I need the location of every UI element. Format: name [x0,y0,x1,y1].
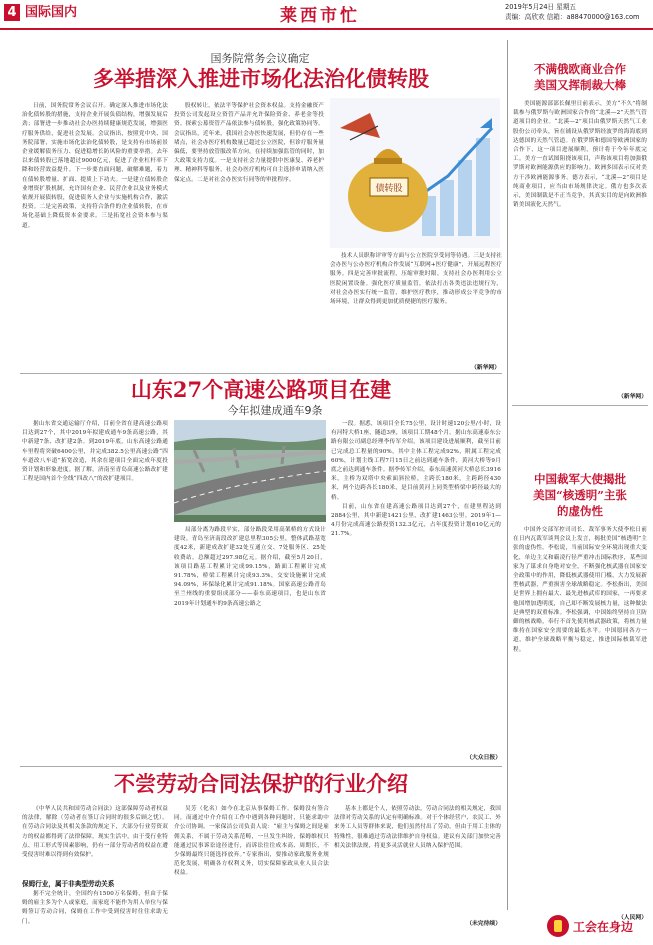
debt-equity-illustration [330,98,500,248]
side2-headline-3: 的虚伪性 [557,504,603,518]
article2-col1: 据山东省交通运输厅介绍，目前全省在建高速公路项目达到27个，其中2019年拟建成通车9条高速公路，其中新建7条、改扩建2条。到2019年底，山东高速公路通车里程将突破6400公里，并完成382.5公里高速公路“四车道改八车道”拓宽改造，其余在建项目全面完成年度投资计划和形象进度。据了解，济南至青岛高速公路改扩建工程是国内首个全线“四改八”的改扩建项目。 [22,421,168,483]
article3-subhead: 保姆行业，属于非典型劳动关系 [22,880,115,888]
issue-date: 2019年5月24日 星期五 [505,3,577,11]
article2-col2: 局部分离为路段平实，部分路段采用高架桥的方式设计建设。青岛至济南段改扩建总里程305公里，整体武路基宽度42米，新建成改扩建32处互通立交、7处服务区、25处收费站。总额超过297.98亿元。据介绍，截至5月20日，该项目路基工程累计完成99.15%，路面工程累计完成91.78%，桥梁工程累计完成93.3%，交安设施累计完成94.09%，环保绿化累计完成91.18%。国家高速公路青岛至兰州线的重要组成部分——泰东高速项目，也是山东省2019年计划通车的9条高速公路之 [174,527,326,607]
highway-photo [174,420,326,522]
side1-headline-1: 不满俄欧商业合作 [534,62,626,76]
svg-text:债转股: 债转股 [375,184,403,194]
side2-body: 中国外交部军控司司长、裁军事务大使李松日前在日内瓦裁军谈判会议上发言，揭批美国“核透明”主张的虚伪性。李松说，当前国际安全环境出现重大变化，单边主义和霸凌行径严重冲击国际秩序，某些国家为了谋求自身绝对安全，不断强化核武器在国家安全政策中的作用，降低核武器使用门槛，大力发展新型核武器，严重损害全球战略稳定。李松指出，美国是世界上拥有最大、最先进核武库的国家，一再要求他国增加透明度，自己却不断发展核力量，这种做法是典型的双重标准。李松强调，中国始终坚持自卫防御的核战略，奉行不首先使用核武器政策，将核力量维持在国家安全需要的最低水平。中国愿同各方一道，维护全球战略平衡与稳定，推进国际核裁军进程。 [513,527,647,653]
article3-col2: 吴芳（化名）如今在北京从事保姆工作。保姆没有签合同，而通过中介介绍在工作中遇到各种问题时，只能求助中介公司协调。一家保洁公司负责人说：“雇主与保姆之间是雇佣关系，不属于劳动关系范畴，一旦发生纠纷，保姆维权只能通过民事诉讼途径进行，而诉讼往往成本高、周期长，不少保姆最终只能选择放弃。”专家指出，要推动家政服务业规范化发展，明确各方权利义务，切实保障家政从业人员合法权益。 [174,806,329,877]
article1-col2: 股权转让，依法平等保护社会资本权益。支持金融资产投资公司发起设立资管产品并允许保险资金、养老金等投资。探索公募资管产品依法参与债转股，强化政策协同等。会议指出，近年来，我国社会办医快速发展，但仍存在一些堵点，社会办医疗机构数量已超过公立医院，但诊疗服务量偏低，要坚持放管服改革方向，在持续加强监管的同时，加大政策支持力度。一是支持社会力量提供中医康复、养老护理、精神科等服务，社会办医疗机构可自主选择申请纳入医保定点。二是对社会办医实行同等的审批程序。 [174,103,324,183]
article3-source: （未完待续） [466,921,501,927]
article3-col1: 《中华人民共和国劳动合同法》这部保障劳动者权益的法律，解除（劳动者在签订合同时的很多后顾之忧）。在劳动合同法及其相关条款的规定下，大部分行业劳资双方的权益都得到了法律保障。现实生活中，由于受行业特点、用工形式等因素影响，仍有一部分劳动者的权益在遭受侵害时难以得到有效保护。 [22,806,168,859]
column-divider [507,40,508,910]
masthead-logo: 莱西市忙 [280,6,360,26]
article1-headline: 多举措深入推进市场化法治化债转股 [93,66,429,91]
editor-info: 责编：高欣欢 信箱：a88470000@163.com [505,13,640,21]
article3-top-rule [20,766,502,767]
footer-logo [547,915,633,937]
issue-meta [505,2,645,22]
section-title: 国际国内 [25,5,78,20]
page-number: 4 [4,4,20,21]
article3-col3: 基本上都是个人，依照劳动法，劳动合同法的相关规定，我国法律对劳动关系的认定有明确标准。对于个体经营户、农民工、外来务工人员等群体来说，他们虽然付出了劳动，但由于用工主体的特殊性，很难通过劳动法律维护自身权益。建议有关部门加快完善相关法律法规，将更多灵活就业人员纳入保护范围。 [334,806,501,849]
side1-source: （新华网） [618,394,647,400]
article3-headline: 不尝劳动合同法保护的行业介绍 [114,771,408,796]
side-divider [512,405,648,406]
article2-col3: 一段。据悉，该项目全长75公里，设计时速120公里/小时，设有河特大桥1座，隧道3座，该项目工期48个月。据山东高速泰东公路有限公司副总经理李传军介绍，该项目建设进展顺利，截至目前已完成总工程量的90%，其中主体工程完成92%，附属工程完成60%，计划主线工程7月15日之前达到通车条件，黄河大桥等9月底之前达到通车条件。据李传军介绍，泰东高速黄河大桥总长3916米，主桥为双塔中央索面斜拉桥，主跨长180米，主跨跨径430米，两个边跨各长180米，是目前黄河上同类型桥梁中跨径最大的桥。 目前，山东省在建高速公路项目达到27个，在建里程达到2884公里，其中新建1421公里，改扩建1463公里。2019年1—4月份完成高速公路投资132.3亿元，占年度投资计划610亿元的21.7%。 [331,421,501,538]
side2-headline-1: 中国裁军大使揭批 [534,472,626,486]
side1-headline-2: 美国又挥制裁大棒 [534,78,626,92]
article2-top-rule [20,373,502,374]
article1-col1: 日前，国务院常务会议召开。确定深入推进市场化法治化债转股的措施，支持企业开展负债结构，增强发展后劲；部署进一步推动社会办医持续健康规范发展，增强医疗服务供给，促进社会发展。会议指出，按照党中央、国务院部署，实施市场化法治化债转股，是支持有市场前景企业缓解债务压力、促进稳增长防风险的重要举措。去年以来债转股已落地超过9000亿元，促进了企业杠杆率下降和经营效益提升。下一步要直面问题，破解难题，着力在债转股增量、扩面、提质上下功夫。一是建立债转股企业增资扩股机制，允许国有企业、民营企业以及业务模式依规开展债转股，促进债务人企业与实施机构合作，激活投资。二是完善政策，支持符合条件的企业债转股，在市场化基础上降低资本金要求。三是拓宽社会资本参与渠道。 [22,103,168,229]
article1-kicker: 国务院常务会议确定 [210,52,310,65]
article3-col1b: 据不完全统计，全国约有1500万名保姆，但由于保姆的雇主多为个人或家庭，而家庭不能作为用人单位与保姆签订劳动合同，保姆在工作中受到侵害时往往求助无门。 [22,891,168,925]
article2-headline: 山东27个高速公路项目在建 [130,377,392,402]
article2-kicker: 今年拟建成通车9条 [227,404,323,417]
header-divider [0,28,653,30]
union-emblem-icon [547,915,569,937]
side2-source: （人民网） [618,915,647,921]
article1-col3: 技术人员职称评审等方面与公立医院享受同等待遇。三是支持社会办医与公办医疗机构合作发展“互联网+医疗健康”，开展远程医疗服务。四是完善审批流程，压缩审批时限。支持社会办医利用公立医院闲置设备。强化医疗质量监管，依法打击各类违法违规行为，对社会办医实行统一监管，维护医疗秩序，推动形成公平竞争的市场环境，让群众得到更加优质便捷的医疗服务。 [330,253,502,306]
article2-source: （大众日报） [466,755,501,761]
side1-body: 美国能源部部长佩里日前表示，美方“不久”将制裁参与俄罗斯与欧洲国家合作的“北溪—2”天然气管道项目的企业。“北溪—2”项目由俄罗斯天然气工业股份公司牵头，旨在铺设从俄罗斯经波罗的海海底到达德国的天然气管道。在俄罗斯和德国等欧洲国家的合作下，这一项目进展顺利，预计将于今年年底完工。美方一直试图阻挠该项目，声称该项目将加强俄罗斯对欧洲能源供应的影响力。欧洲多国表示反对美方干涉欧洲能源事务。德方表示，“北溪—2”项目是纯商业项目，应当由市场规律决定。俄方也多次表示，美国制裁是不正当竞争，其真实目的是向欧洲推销美国液化天然气。 [513,101,647,209]
article1-source: （新华网） [471,365,500,371]
side2-headline-2: 美国“核透明”主张 [533,488,627,502]
footer-logo-text: 工会在身边 [572,919,633,934]
